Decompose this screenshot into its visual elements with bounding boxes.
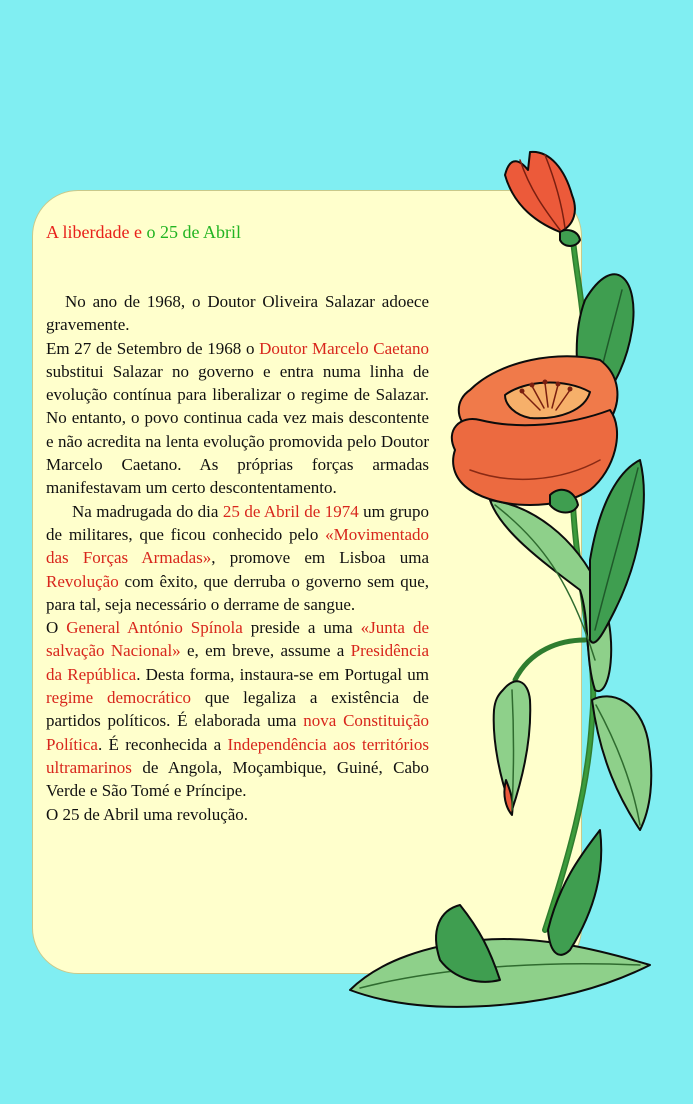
leaf-lower-right xyxy=(592,696,651,830)
title-part-2: o 25 de Abril xyxy=(146,222,241,242)
highlight-regime: regime democrático xyxy=(46,688,192,708)
paragraph-text: . Desta forma, instaura-se em Portugal um xyxy=(136,664,429,684)
highlight-general: General António Spínola xyxy=(66,618,243,638)
paragraph-text: substitui Salazar no governo e entra numa linha de evolução contínua para liberalizar o regime de Salazar. No entanto, o povo continua cada vez mais descontente e não acredita na lenta evolução promovida pelo Doutor Marcelo Caetano. As próprias forças armadas manifestavam um certo descontentamento. xyxy=(46,361,429,498)
leaf-bottom xyxy=(350,939,650,1007)
title-part-1: A liberdade e xyxy=(46,222,147,242)
paragraph-text: No ano de 1968, o Doutor Oliveira Salazar adoece gravemente. xyxy=(46,292,429,335)
poppy-front-petal xyxy=(452,410,617,505)
highlight-junta: «Junta de salvação Nacional» xyxy=(46,618,430,661)
paragraph-text: preside a uma xyxy=(242,618,361,638)
paragraph-text: , promove em Lisboa uma xyxy=(211,548,429,568)
paragraph-text: e, em breve, assume a xyxy=(180,641,351,661)
paragraph-text: que legaliza a existência de partidos políticos. É elaborada uma xyxy=(46,688,429,731)
bud-stem xyxy=(515,640,585,680)
paragraph-text: O 25 de Abril uma revolução. xyxy=(46,804,249,824)
highlight-constitution: nova Constituição Política xyxy=(46,711,430,754)
paragraph-text: . É reconhecida a xyxy=(97,734,228,754)
paragraph-text: um grupo de militares, que ficou conhecido pelo xyxy=(46,501,429,544)
highlight-independence: Independência aos territórios ultramarinos xyxy=(46,734,430,777)
paragraph-text: O xyxy=(46,618,67,638)
paragraph-text: com êxito, que derruba o governo sem que, para tal, seja necessário o derrame de sangue. xyxy=(46,571,429,614)
highlight-movement: «Movimentado das Forças Armadas» xyxy=(46,524,429,568)
highlight-revolution: Revolução xyxy=(46,571,119,591)
top-bud-calyx xyxy=(560,230,580,246)
highlight-name: Doutor Marcelo Caetano xyxy=(259,338,430,358)
paragraph-text: Em 27 de Setembro de 1968 o xyxy=(46,338,260,358)
highlight-date: 25 de Abril de 1974 xyxy=(222,501,359,521)
paragraph-text: de Angola, Moçambique, Guiné, Cabo Verde e São Tomé e Príncipe. xyxy=(46,757,429,801)
highlight-presidency: Presidência da República xyxy=(46,641,429,684)
paragraph-text: Na madrugada do dia xyxy=(72,501,223,521)
